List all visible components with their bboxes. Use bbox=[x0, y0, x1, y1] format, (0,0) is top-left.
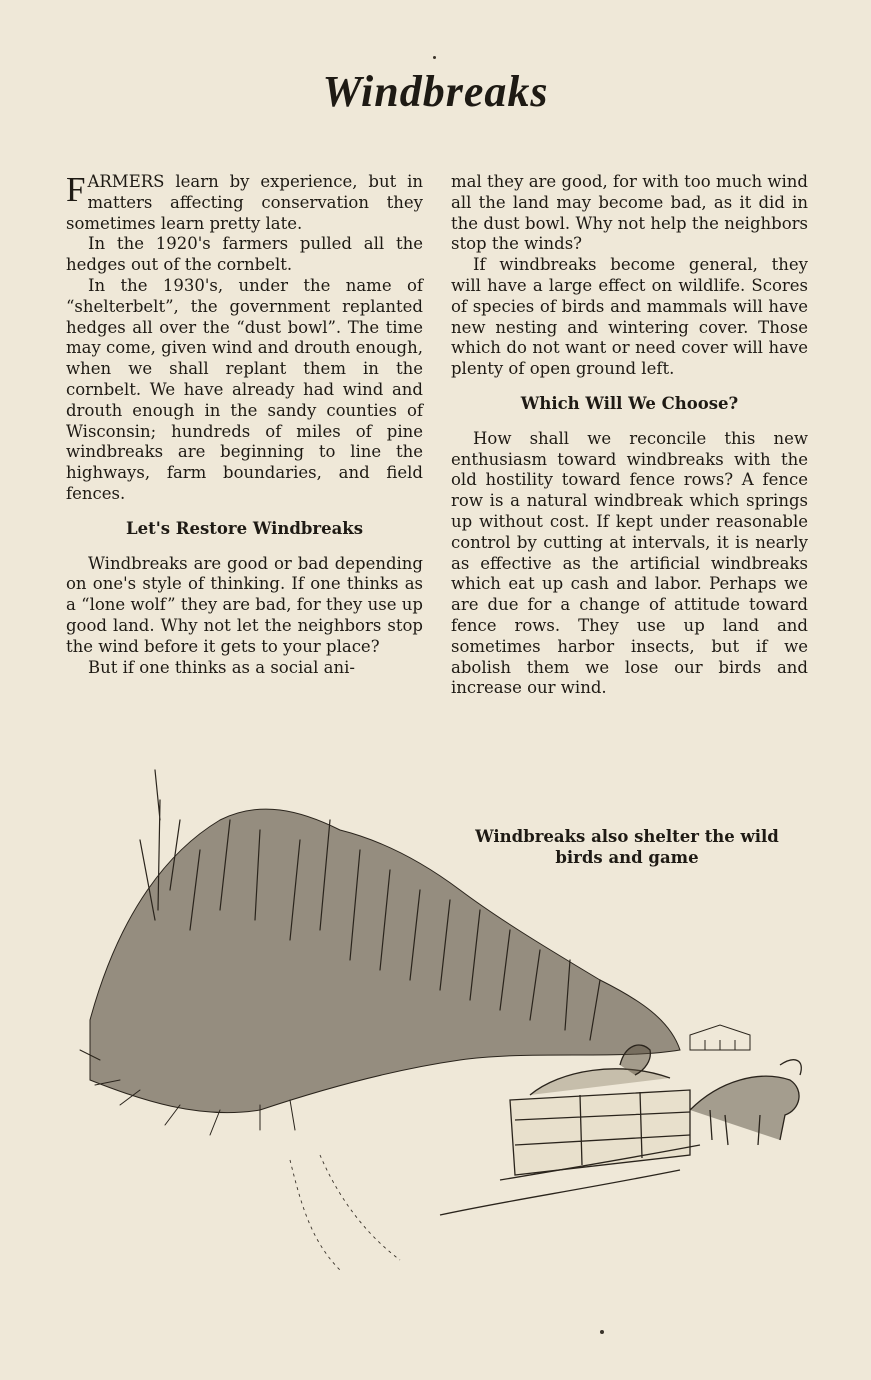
drop-cap: F bbox=[66, 170, 86, 209]
ground-track bbox=[290, 1155, 400, 1270]
section-heading: Let's Restore Windbreaks bbox=[125, 518, 364, 538]
page-mark bbox=[600, 1330, 604, 1334]
section-heading: Which Will We Choose? bbox=[520, 393, 739, 413]
right-column bbox=[451, 172, 808, 699]
paragraph: If windbreaks become general, they will have a large effect on wildlife. Scores of species of birds and mammals will have new nesting and wintering cover. Those which do not want or need cover will have plenty of open ground left. bbox=[451, 255, 808, 379]
page-mark bbox=[433, 56, 436, 59]
paragraph: In the 1920's farmers pulled all the hedges out of the cornbelt. bbox=[66, 234, 423, 275]
farm-buildings bbox=[690, 1025, 750, 1050]
paragraph: Windbreaks are good or bad depending on one's style of thinking. If one thinks as a “lone wolf” they are bad, for they use up good land. Why not let the neighbors stop the wind before it gets to your place? bbox=[66, 553, 423, 656]
illustration-caption: Windbreaks also shelter the wild birds and game bbox=[475, 827, 779, 867]
article-title: Windbreaks bbox=[322, 67, 549, 116]
paragraph bbox=[66, 172, 423, 234]
paragraph: mal they are good, for with too much wind all the land may become bad, as it did in the dust bowl. Why not help the neighbors stop the winds? bbox=[451, 172, 808, 254]
windbreak-illustration bbox=[60, 760, 820, 1300]
paragraph: How shall we reconcile this new enthusiasm toward windbreaks with the old hostility toward fence rows? A fence row is a natural windbreak which springs up without cost. If kept under reasonable control by cutting at intervals, it is nearly as effective as the artificial windbreaks which eat up cash and labor. Perhaps we are due for a change of attitude toward fence rows. They use up land and sometimes harbor insects, but if we abolish them we lose our birds and increase our wind. bbox=[451, 428, 808, 698]
horse-drawn-sled bbox=[440, 1045, 801, 1215]
paragraph: In the 1930's, under the name of “shelterbelt”, the government replanted hedges all over the “dust bowl”. The time may come, given wind and drouth enough, when we shall replant them in the cornbelt. We have already had wind and drouth enough in the sandy counties of Wisconsin; hundreds of miles of pine windbreaks are beginning to line the highways, farm boundaries, and field fences. bbox=[66, 275, 423, 503]
left-column bbox=[66, 172, 423, 678]
paragraph-text: ARMERS learn by experience, but in matters affecting conservation they sometimes learn pretty late. bbox=[66, 172, 423, 233]
paragraph: But if one thinks as a social ani- bbox=[88, 657, 355, 677]
